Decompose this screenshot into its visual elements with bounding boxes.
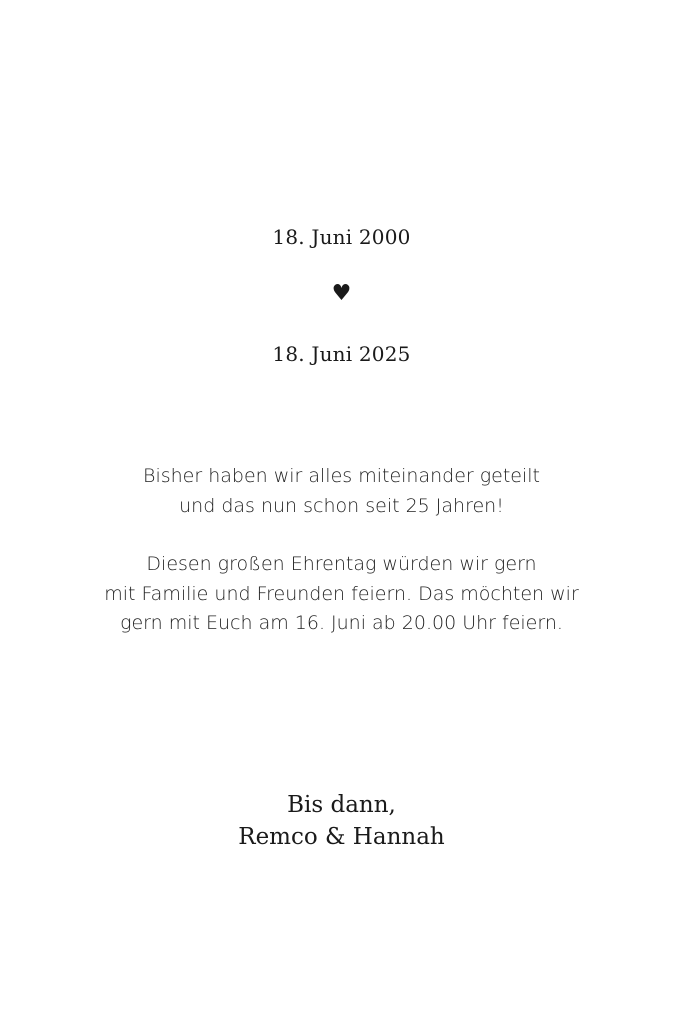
- message-line: und das nun schon seit 25 Jahren!: [179, 494, 504, 517]
- closing-greeting: Bis dann,: [287, 792, 396, 818]
- start-date: 18. Juni 2000: [272, 225, 411, 249]
- message-line: mit Familie und Freunden feiern. Das möchten wir: [104, 582, 579, 605]
- message-paragraph-1: [0, 462, 683, 521]
- message-line: gern mit Euch am 16. Juni ab 20.00 Uhr feiern.: [120, 612, 563, 634]
- closing-names: Remco & Hannah: [238, 824, 445, 850]
- message-paragraph-2: [0, 550, 683, 639]
- anniversary-date: 18. Juni 2025: [272, 342, 411, 366]
- message-line: Diesen großen Ehrentag würden wir gern: [146, 553, 537, 575]
- message-line: Bisher haben wir alles miteinander geteilt: [143, 465, 540, 487]
- heart-icon: ♥: [331, 281, 352, 306]
- closing-signature: [0, 789, 683, 853]
